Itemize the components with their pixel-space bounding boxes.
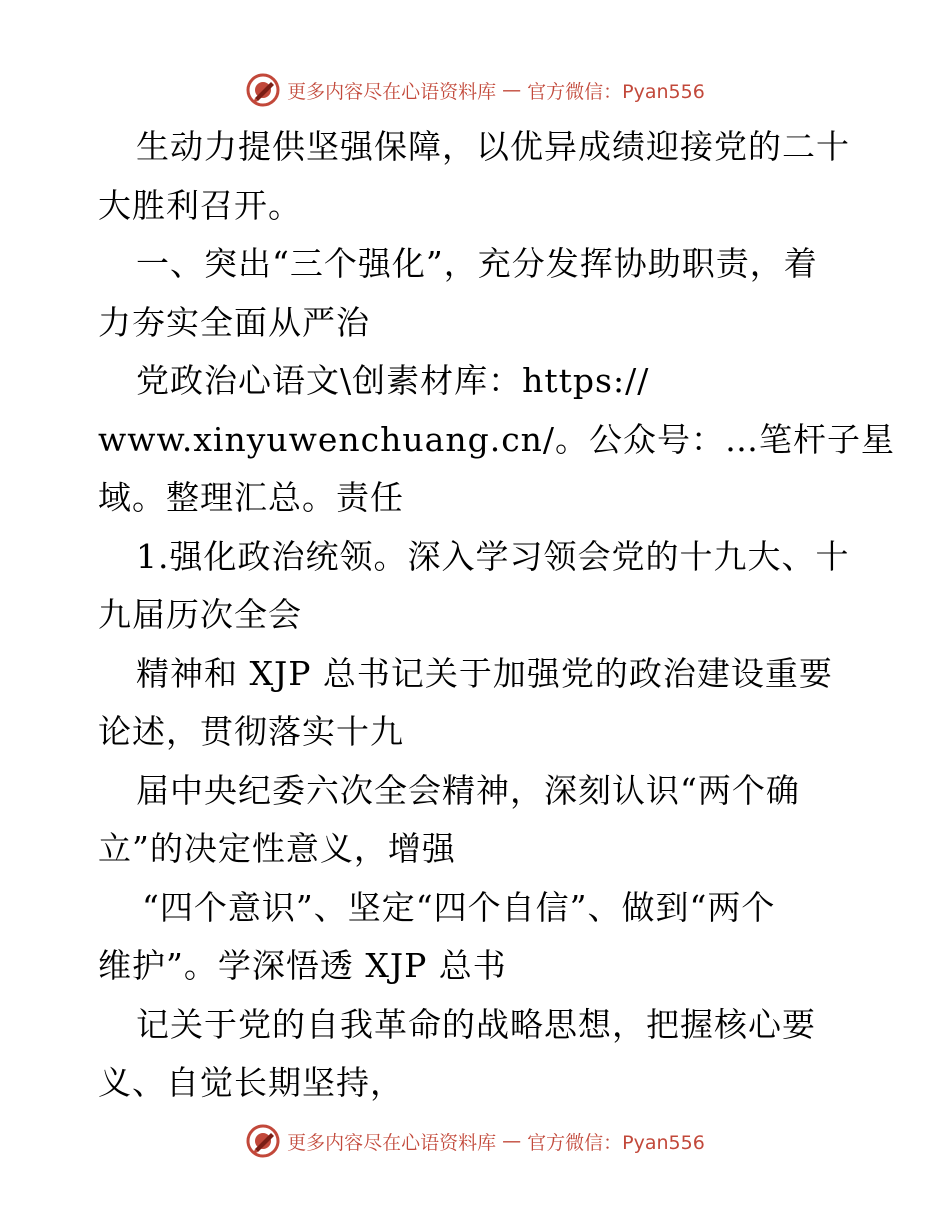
footer-banner [0,1121,950,1161]
banner-contact: 官方微信：Pyan556 [527,1131,705,1154]
paragraph-line: 义、自觉长期坚持， [98,1063,404,1102]
paragraph-line: 记关于党的自我革命的战略思想，把握核心要 [136,1004,816,1044]
paragraph-line: 维护”。学深悟透 XJP 总书 [98,946,507,985]
document-body [98,118,896,1113]
paragraph-line: 1.强化政治统领。深入学习领会党的十九大、十 [136,536,850,576]
pen-logo-icon [245,72,281,108]
banner-contact: 官方微信：Pyan556 [527,80,705,103]
banner-title: 更多内容尽在心语资料库 [287,1131,497,1154]
paragraph-line: 立”的决定性意义，增强 [98,829,456,868]
paragraph-line: www.xinyuwenchuang.cn/。公众号：…笔杆子星 [98,419,896,459]
banner-separator: — [502,79,522,101]
paragraph-line: “四个意识”、坚定“四个自信”、做到“两个 [142,887,776,927]
paragraph-line: 党政治心语文\创素材库：https:// [136,361,650,400]
section-heading-line: 力夯实全面从严治 [98,302,370,342]
header-banner [0,70,950,110]
banner-separator: — [502,1130,522,1152]
section-heading-line: 一、突出“三个强化”，充分发挥协助职责，着 [136,244,818,283]
paragraph-line: 九届历次全会 [98,595,302,634]
paragraph-line: 生动力提供坚强保障，以优异成绩迎接党的二十 [136,127,850,166]
pen-logo-icon [245,1123,281,1159]
paragraph-line: 大胜利召开。 [98,185,302,225]
banner-title: 更多内容尽在心语资料库 [287,80,497,103]
paragraph-line: 论述，贯彻落实十九 [98,712,404,751]
paragraph-line: 精神和 XJP 总书记关于加强党的政治建设重要 [136,653,833,693]
paragraph-line: 域。整理汇总。责任 [98,478,404,517]
paragraph-line: 届中央纪委六次全会精神，深刻认识“两个确 [136,770,800,810]
